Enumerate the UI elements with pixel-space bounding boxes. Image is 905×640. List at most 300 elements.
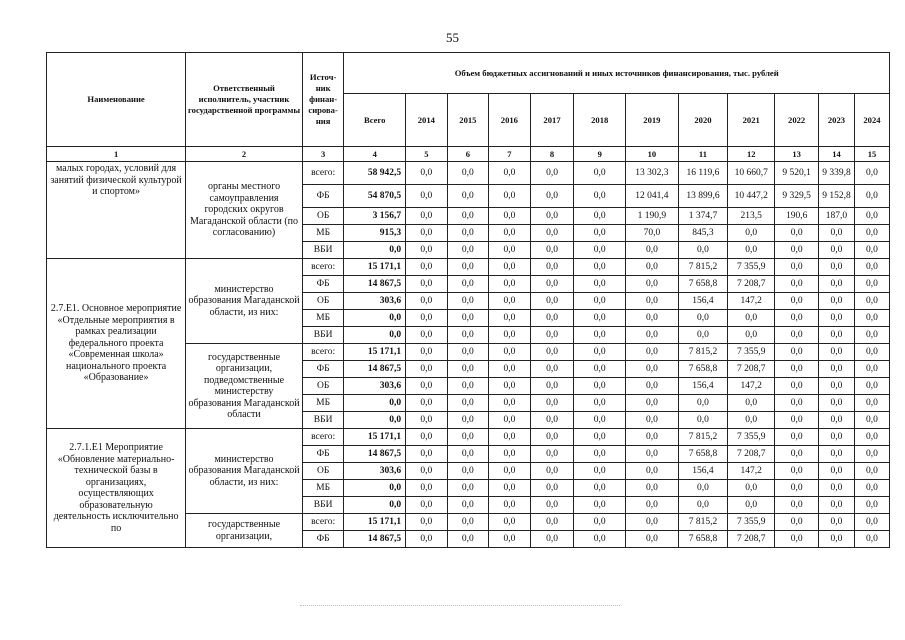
year-amount: 70,0: [626, 225, 679, 242]
year-amount: 0,0: [728, 412, 775, 429]
table-row: [47, 259, 890, 276]
total-amount: 15 171,1: [344, 514, 406, 531]
column-number: 12: [728, 147, 775, 162]
column-number: 2: [186, 147, 303, 162]
funding-source: ВБИ: [302, 327, 344, 344]
year-amount: 0,0: [574, 514, 626, 531]
year-amount: 0,0: [854, 480, 889, 497]
year-amount: 0,0: [819, 514, 855, 531]
year-amount: 0,0: [626, 395, 679, 412]
column-number: 3: [302, 147, 344, 162]
year-amount: 0,0: [406, 293, 448, 310]
year-amount: 0,0: [530, 225, 574, 242]
header-funding-title: Объем бюджетных ассигнований и иных источников финансирования, тыс. рублей: [344, 53, 890, 94]
year-amount: 0,0: [530, 497, 574, 514]
year-amount: 0,0: [489, 208, 531, 225]
year-amount: 0,0: [626, 463, 679, 480]
year-amount: 0,0: [406, 378, 448, 395]
year-amount: 0,0: [819, 531, 855, 548]
year-amount: 0,0: [819, 463, 855, 480]
total-amount: 58 942,5: [344, 162, 406, 185]
year-amount: 0,0: [447, 276, 489, 293]
year-amount: 0,0: [489, 497, 531, 514]
year-amount: 0,0: [626, 378, 679, 395]
year-amount: 0,0: [447, 446, 489, 463]
total-amount: 303,6: [344, 378, 406, 395]
year-amount: 0,0: [678, 497, 727, 514]
measure-name: малых городах, условий для занятий физической культурой и спортом»: [47, 162, 186, 259]
year-amount: 10 660,7: [728, 162, 775, 185]
year-amount: 7 658,8: [678, 361, 727, 378]
year-amount: 147,2: [728, 378, 775, 395]
year-amount: 0,0: [489, 225, 531, 242]
year-amount: 7 658,8: [678, 276, 727, 293]
year-amount: 0,0: [447, 514, 489, 531]
year-amount: 0,0: [626, 344, 679, 361]
year-amount: 0,0: [728, 327, 775, 344]
funding-source: ФБ: [302, 446, 344, 463]
year-amount: 0,0: [447, 497, 489, 514]
year-amount: 0,0: [530, 344, 574, 361]
year-amount: 156,4: [678, 463, 727, 480]
year-amount: 0,0: [626, 531, 679, 548]
year-amount: 0,0: [678, 480, 727, 497]
total-amount: 303,6: [344, 293, 406, 310]
year-amount: 0,0: [678, 242, 727, 259]
year-amount: 0,0: [819, 361, 855, 378]
year-amount: 0,0: [626, 429, 679, 446]
year-amount: 0,0: [530, 276, 574, 293]
year-amount: 13 302,3: [626, 162, 679, 185]
year-amount: 0,0: [447, 242, 489, 259]
year-amount: 0,0: [626, 361, 679, 378]
year-amount: 7 208,7: [728, 276, 775, 293]
year-amount: 0,0: [574, 497, 626, 514]
year-amount: 0,0: [489, 310, 531, 327]
year-amount: 0,0: [406, 344, 448, 361]
year-amount: 0,0: [447, 162, 489, 185]
year-amount: 0,0: [574, 378, 626, 395]
year-amount: 0,0: [447, 327, 489, 344]
year-amount: 0,0: [530, 361, 574, 378]
year-amount: 0,0: [530, 395, 574, 412]
total-amount: 0,0: [344, 480, 406, 497]
year-amount: 0,0: [489, 185, 531, 208]
year-amount: 0,0: [406, 327, 448, 344]
year-amount: 0,0: [854, 276, 889, 293]
year-amount: 0,0: [489, 531, 531, 548]
year-amount: 0,0: [530, 531, 574, 548]
year-amount: 0,0: [854, 225, 889, 242]
column-number: 14: [819, 147, 855, 162]
year-amount: 0,0: [775, 225, 819, 242]
year-amount: 0,0: [574, 531, 626, 548]
header-year: 2016: [489, 94, 531, 147]
year-amount: 147,2: [728, 293, 775, 310]
year-amount: 0,0: [728, 310, 775, 327]
year-amount: 0,0: [728, 242, 775, 259]
year-amount: 0,0: [678, 395, 727, 412]
year-amount: 0,0: [854, 259, 889, 276]
year-amount: 0,0: [530, 429, 574, 446]
bottom-divider: [300, 605, 620, 607]
year-amount: 0,0: [819, 480, 855, 497]
year-amount: 0,0: [530, 293, 574, 310]
year-amount: 0,0: [728, 395, 775, 412]
column-number: 8: [530, 147, 574, 162]
year-amount: 0,0: [854, 293, 889, 310]
year-amount: 0,0: [626, 293, 679, 310]
year-amount: 7 208,7: [728, 361, 775, 378]
year-amount: 0,0: [447, 310, 489, 327]
year-amount: 7 208,7: [728, 446, 775, 463]
year-amount: 0,0: [626, 327, 679, 344]
total-amount: 54 870,5: [344, 185, 406, 208]
year-amount: 0,0: [406, 242, 448, 259]
year-amount: 0,0: [530, 446, 574, 463]
year-amount: 7 208,7: [728, 531, 775, 548]
year-amount: 0,0: [854, 412, 889, 429]
year-amount: 0,0: [406, 497, 448, 514]
year-amount: 0,0: [819, 242, 855, 259]
year-amount: 13 899,6: [678, 185, 727, 208]
year-amount: 0,0: [854, 514, 889, 531]
year-amount: 0,0: [775, 446, 819, 463]
total-amount: 14 867,5: [344, 531, 406, 548]
year-amount: 0,0: [406, 429, 448, 446]
header-year: 2018: [574, 94, 626, 147]
year-amount: 0,0: [530, 208, 574, 225]
year-amount: 0,0: [489, 361, 531, 378]
year-amount: 0,0: [819, 344, 855, 361]
header-year: 2017: [530, 94, 574, 147]
year-amount: 0,0: [819, 310, 855, 327]
funding-source: ВБИ: [302, 497, 344, 514]
year-amount: 7 815,2: [678, 514, 727, 531]
year-amount: 0,0: [626, 412, 679, 429]
year-amount: 0,0: [447, 395, 489, 412]
total-amount: 0,0: [344, 310, 406, 327]
year-amount: 0,0: [530, 378, 574, 395]
year-amount: 0,0: [574, 446, 626, 463]
column-number: 4: [344, 147, 406, 162]
year-amount: 0,0: [406, 446, 448, 463]
total-amount: 0,0: [344, 242, 406, 259]
year-amount: 0,0: [530, 327, 574, 344]
year-amount: 0,0: [406, 463, 448, 480]
year-amount: 0,0: [626, 242, 679, 259]
header-year: 2020: [678, 94, 727, 147]
responsible-executor: государственные организации,: [186, 514, 303, 548]
year-amount: 0,0: [728, 480, 775, 497]
total-amount: 14 867,5: [344, 276, 406, 293]
funding-source: МБ: [302, 225, 344, 242]
column-number: 6: [447, 147, 489, 162]
funding-source: всего:: [302, 162, 344, 185]
column-numbers-row: [47, 147, 890, 162]
year-amount: 0,0: [728, 497, 775, 514]
year-amount: 0,0: [489, 463, 531, 480]
year-amount: 0,0: [775, 463, 819, 480]
total-amount: 14 867,5: [344, 446, 406, 463]
funding-source: всего:: [302, 344, 344, 361]
year-amount: 0,0: [678, 327, 727, 344]
year-amount: 0,0: [489, 162, 531, 185]
year-amount: 1 374,7: [678, 208, 727, 225]
funding-source: ОБ: [302, 463, 344, 480]
year-amount: 0,0: [775, 378, 819, 395]
year-amount: 0,0: [406, 412, 448, 429]
year-amount: 0,0: [574, 225, 626, 242]
year-amount: 0,0: [854, 361, 889, 378]
year-amount: 0,0: [574, 208, 626, 225]
year-amount: 0,0: [626, 276, 679, 293]
column-number: 13: [775, 147, 819, 162]
year-amount: 0,0: [626, 259, 679, 276]
responsible-executor: министерство образования Магаданской области, из них:: [186, 259, 303, 344]
year-amount: 0,0: [447, 429, 489, 446]
year-amount: 0,0: [489, 395, 531, 412]
responsible-executor: государственные организации, подведомственные министерству образования Магаданской области: [186, 344, 303, 429]
total-amount: 0,0: [344, 395, 406, 412]
year-amount: 1 190,9: [626, 208, 679, 225]
year-amount: 0,0: [775, 276, 819, 293]
year-amount: 0,0: [447, 361, 489, 378]
funding-source: ВБИ: [302, 412, 344, 429]
funding-source: всего:: [302, 429, 344, 446]
year-amount: 0,0: [678, 310, 727, 327]
year-amount: 10 447,2: [728, 185, 775, 208]
year-amount: 0,0: [489, 480, 531, 497]
year-amount: 0,0: [406, 531, 448, 548]
year-amount: 7 815,2: [678, 429, 727, 446]
header-year: 2024: [854, 94, 889, 147]
header-responsible: Ответственный исполнитель, участник государственной программы: [186, 53, 303, 147]
year-amount: 0,0: [489, 429, 531, 446]
year-amount: 0,0: [574, 310, 626, 327]
year-amount: 0,0: [626, 310, 679, 327]
year-amount: 0,0: [626, 497, 679, 514]
year-amount: 0,0: [447, 185, 489, 208]
year-amount: 0,0: [775, 242, 819, 259]
year-amount: 0,0: [489, 446, 531, 463]
year-amount: 0,0: [489, 344, 531, 361]
year-amount: 0,0: [530, 162, 574, 185]
year-amount: 0,0: [854, 531, 889, 548]
year-amount: 0,0: [819, 429, 855, 446]
year-amount: 0,0: [574, 259, 626, 276]
year-amount: 0,0: [728, 225, 775, 242]
year-amount: 0,0: [574, 429, 626, 446]
header-year: 2023: [819, 94, 855, 147]
column-number: 1: [47, 147, 186, 162]
year-amount: 0,0: [819, 378, 855, 395]
year-amount: 0,0: [854, 185, 889, 208]
year-amount: 0,0: [489, 378, 531, 395]
funding-source: всего:: [302, 259, 344, 276]
table-header: [47, 53, 890, 162]
header-total: Всего: [344, 94, 406, 147]
year-amount: 0,0: [574, 361, 626, 378]
funding-source: МБ: [302, 310, 344, 327]
year-amount: 0,0: [574, 412, 626, 429]
year-amount: 0,0: [819, 276, 855, 293]
total-amount: 915,3: [344, 225, 406, 242]
year-amount: 0,0: [530, 514, 574, 531]
total-amount: 15 171,1: [344, 259, 406, 276]
year-amount: 0,0: [406, 276, 448, 293]
year-amount: 0,0: [406, 310, 448, 327]
year-amount: 0,0: [775, 531, 819, 548]
funding-source: МБ: [302, 395, 344, 412]
header-year: 2014: [406, 94, 448, 147]
year-amount: 9 329,5: [775, 185, 819, 208]
year-amount: 0,0: [406, 395, 448, 412]
year-amount: 9 520,1: [775, 162, 819, 185]
year-amount: 0,0: [775, 344, 819, 361]
year-amount: 0,0: [574, 293, 626, 310]
year-amount: 0,0: [489, 293, 531, 310]
header-source: Источ-ник финан-сирова-ния: [302, 53, 344, 147]
table-row: [47, 429, 890, 446]
funding-source: МБ: [302, 480, 344, 497]
year-amount: 0,0: [530, 310, 574, 327]
year-amount: 0,0: [406, 259, 448, 276]
year-amount: 0,0: [447, 378, 489, 395]
year-amount: 0,0: [530, 242, 574, 259]
year-amount: 0,0: [489, 242, 531, 259]
year-amount: 0,0: [854, 497, 889, 514]
year-amount: 0,0: [819, 497, 855, 514]
year-amount: 0,0: [854, 162, 889, 185]
year-amount: 0,0: [447, 344, 489, 361]
page-number: 55: [446, 30, 459, 45]
column-number: 9: [574, 147, 626, 162]
year-amount: 7 658,8: [678, 531, 727, 548]
year-amount: 0,0: [489, 412, 531, 429]
year-amount: 0,0: [854, 378, 889, 395]
year-amount: 12 041,4: [626, 185, 679, 208]
year-amount: 0,0: [406, 208, 448, 225]
header-year: 2015: [447, 94, 489, 147]
year-amount: 0,0: [678, 412, 727, 429]
year-amount: 156,4: [678, 378, 727, 395]
year-amount: 0,0: [530, 463, 574, 480]
year-amount: 0,0: [406, 162, 448, 185]
year-amount: 7 355,9: [728, 259, 775, 276]
year-amount: 0,0: [447, 531, 489, 548]
year-amount: 0,0: [775, 361, 819, 378]
funding-source: ОБ: [302, 293, 344, 310]
year-amount: 0,0: [775, 293, 819, 310]
year-amount: 0,0: [775, 497, 819, 514]
year-amount: 0,0: [819, 293, 855, 310]
year-amount: 0,0: [574, 344, 626, 361]
year-amount: 0,0: [775, 310, 819, 327]
year-amount: 0,0: [775, 514, 819, 531]
year-amount: 0,0: [530, 259, 574, 276]
year-amount: 0,0: [489, 276, 531, 293]
year-amount: 0,0: [819, 446, 855, 463]
measure-name: 2.7.Е1. Основное мероприятие «Отдельные мероприятия в рамках реализации федерального проекта «Современная школа» национального проекта «Образование»: [47, 259, 186, 429]
year-amount: 156,4: [678, 293, 727, 310]
year-amount: 0,0: [530, 185, 574, 208]
header-year: 2019: [626, 94, 679, 147]
year-amount: 0,0: [447, 293, 489, 310]
measure-name: 2.7.1.Е1 Мероприятие «Обновление материально-технической базы в организациях, осуществляющих образовательную деятельность исключительно по: [47, 429, 186, 548]
year-amount: 0,0: [775, 259, 819, 276]
year-amount: 0,0: [854, 446, 889, 463]
total-amount: 14 867,5: [344, 361, 406, 378]
year-amount: 7 815,2: [678, 259, 727, 276]
table-body: [47, 162, 890, 548]
year-amount: 0,0: [530, 412, 574, 429]
year-amount: 0,0: [819, 225, 855, 242]
column-number: 7: [489, 147, 531, 162]
year-amount: 0,0: [626, 514, 679, 531]
year-amount: 187,0: [819, 208, 855, 225]
year-amount: 190,6: [775, 208, 819, 225]
year-amount: 845,3: [678, 225, 727, 242]
year-amount: 0,0: [854, 327, 889, 344]
funding-source: ФБ: [302, 185, 344, 208]
year-amount: 0,0: [574, 480, 626, 497]
funding-source: ОБ: [302, 378, 344, 395]
year-amount: 0,0: [626, 446, 679, 463]
total-amount: 3 156,7: [344, 208, 406, 225]
funding-source: ФБ: [302, 531, 344, 548]
total-amount: 0,0: [344, 412, 406, 429]
year-amount: 0,0: [406, 480, 448, 497]
column-number: 15: [854, 147, 889, 162]
funding-source: ФБ: [302, 361, 344, 378]
year-amount: 0,0: [574, 185, 626, 208]
funding-source: ВБИ: [302, 242, 344, 259]
funding-source: ОБ: [302, 208, 344, 225]
year-amount: 7 355,9: [728, 429, 775, 446]
header-year: 2021: [728, 94, 775, 147]
year-amount: 0,0: [447, 259, 489, 276]
year-amount: 0,0: [574, 395, 626, 412]
year-amount: 9 339,8: [819, 162, 855, 185]
year-amount: 0,0: [854, 429, 889, 446]
column-number: 10: [626, 147, 679, 162]
year-amount: 0,0: [854, 208, 889, 225]
column-number: 5: [406, 147, 448, 162]
year-amount: 0,0: [406, 361, 448, 378]
year-amount: 16 119,6: [678, 162, 727, 185]
table-row: [47, 162, 890, 185]
year-amount: 213,5: [728, 208, 775, 225]
year-amount: 0,0: [775, 395, 819, 412]
year-amount: 0,0: [530, 480, 574, 497]
year-amount: 0,0: [819, 259, 855, 276]
header-name: Наименование: [47, 53, 186, 147]
year-amount: 0,0: [626, 480, 679, 497]
year-amount: 0,0: [819, 327, 855, 344]
year-amount: 147,2: [728, 463, 775, 480]
total-amount: 0,0: [344, 497, 406, 514]
year-amount: 0,0: [447, 208, 489, 225]
total-amount: 15 171,1: [344, 344, 406, 361]
year-amount: 0,0: [775, 429, 819, 446]
column-number: 11: [678, 147, 727, 162]
year-amount: 7 658,8: [678, 446, 727, 463]
year-amount: 0,0: [574, 242, 626, 259]
year-amount: 0,0: [406, 185, 448, 208]
year-amount: 0,0: [406, 514, 448, 531]
funding-source: всего:: [302, 514, 344, 531]
